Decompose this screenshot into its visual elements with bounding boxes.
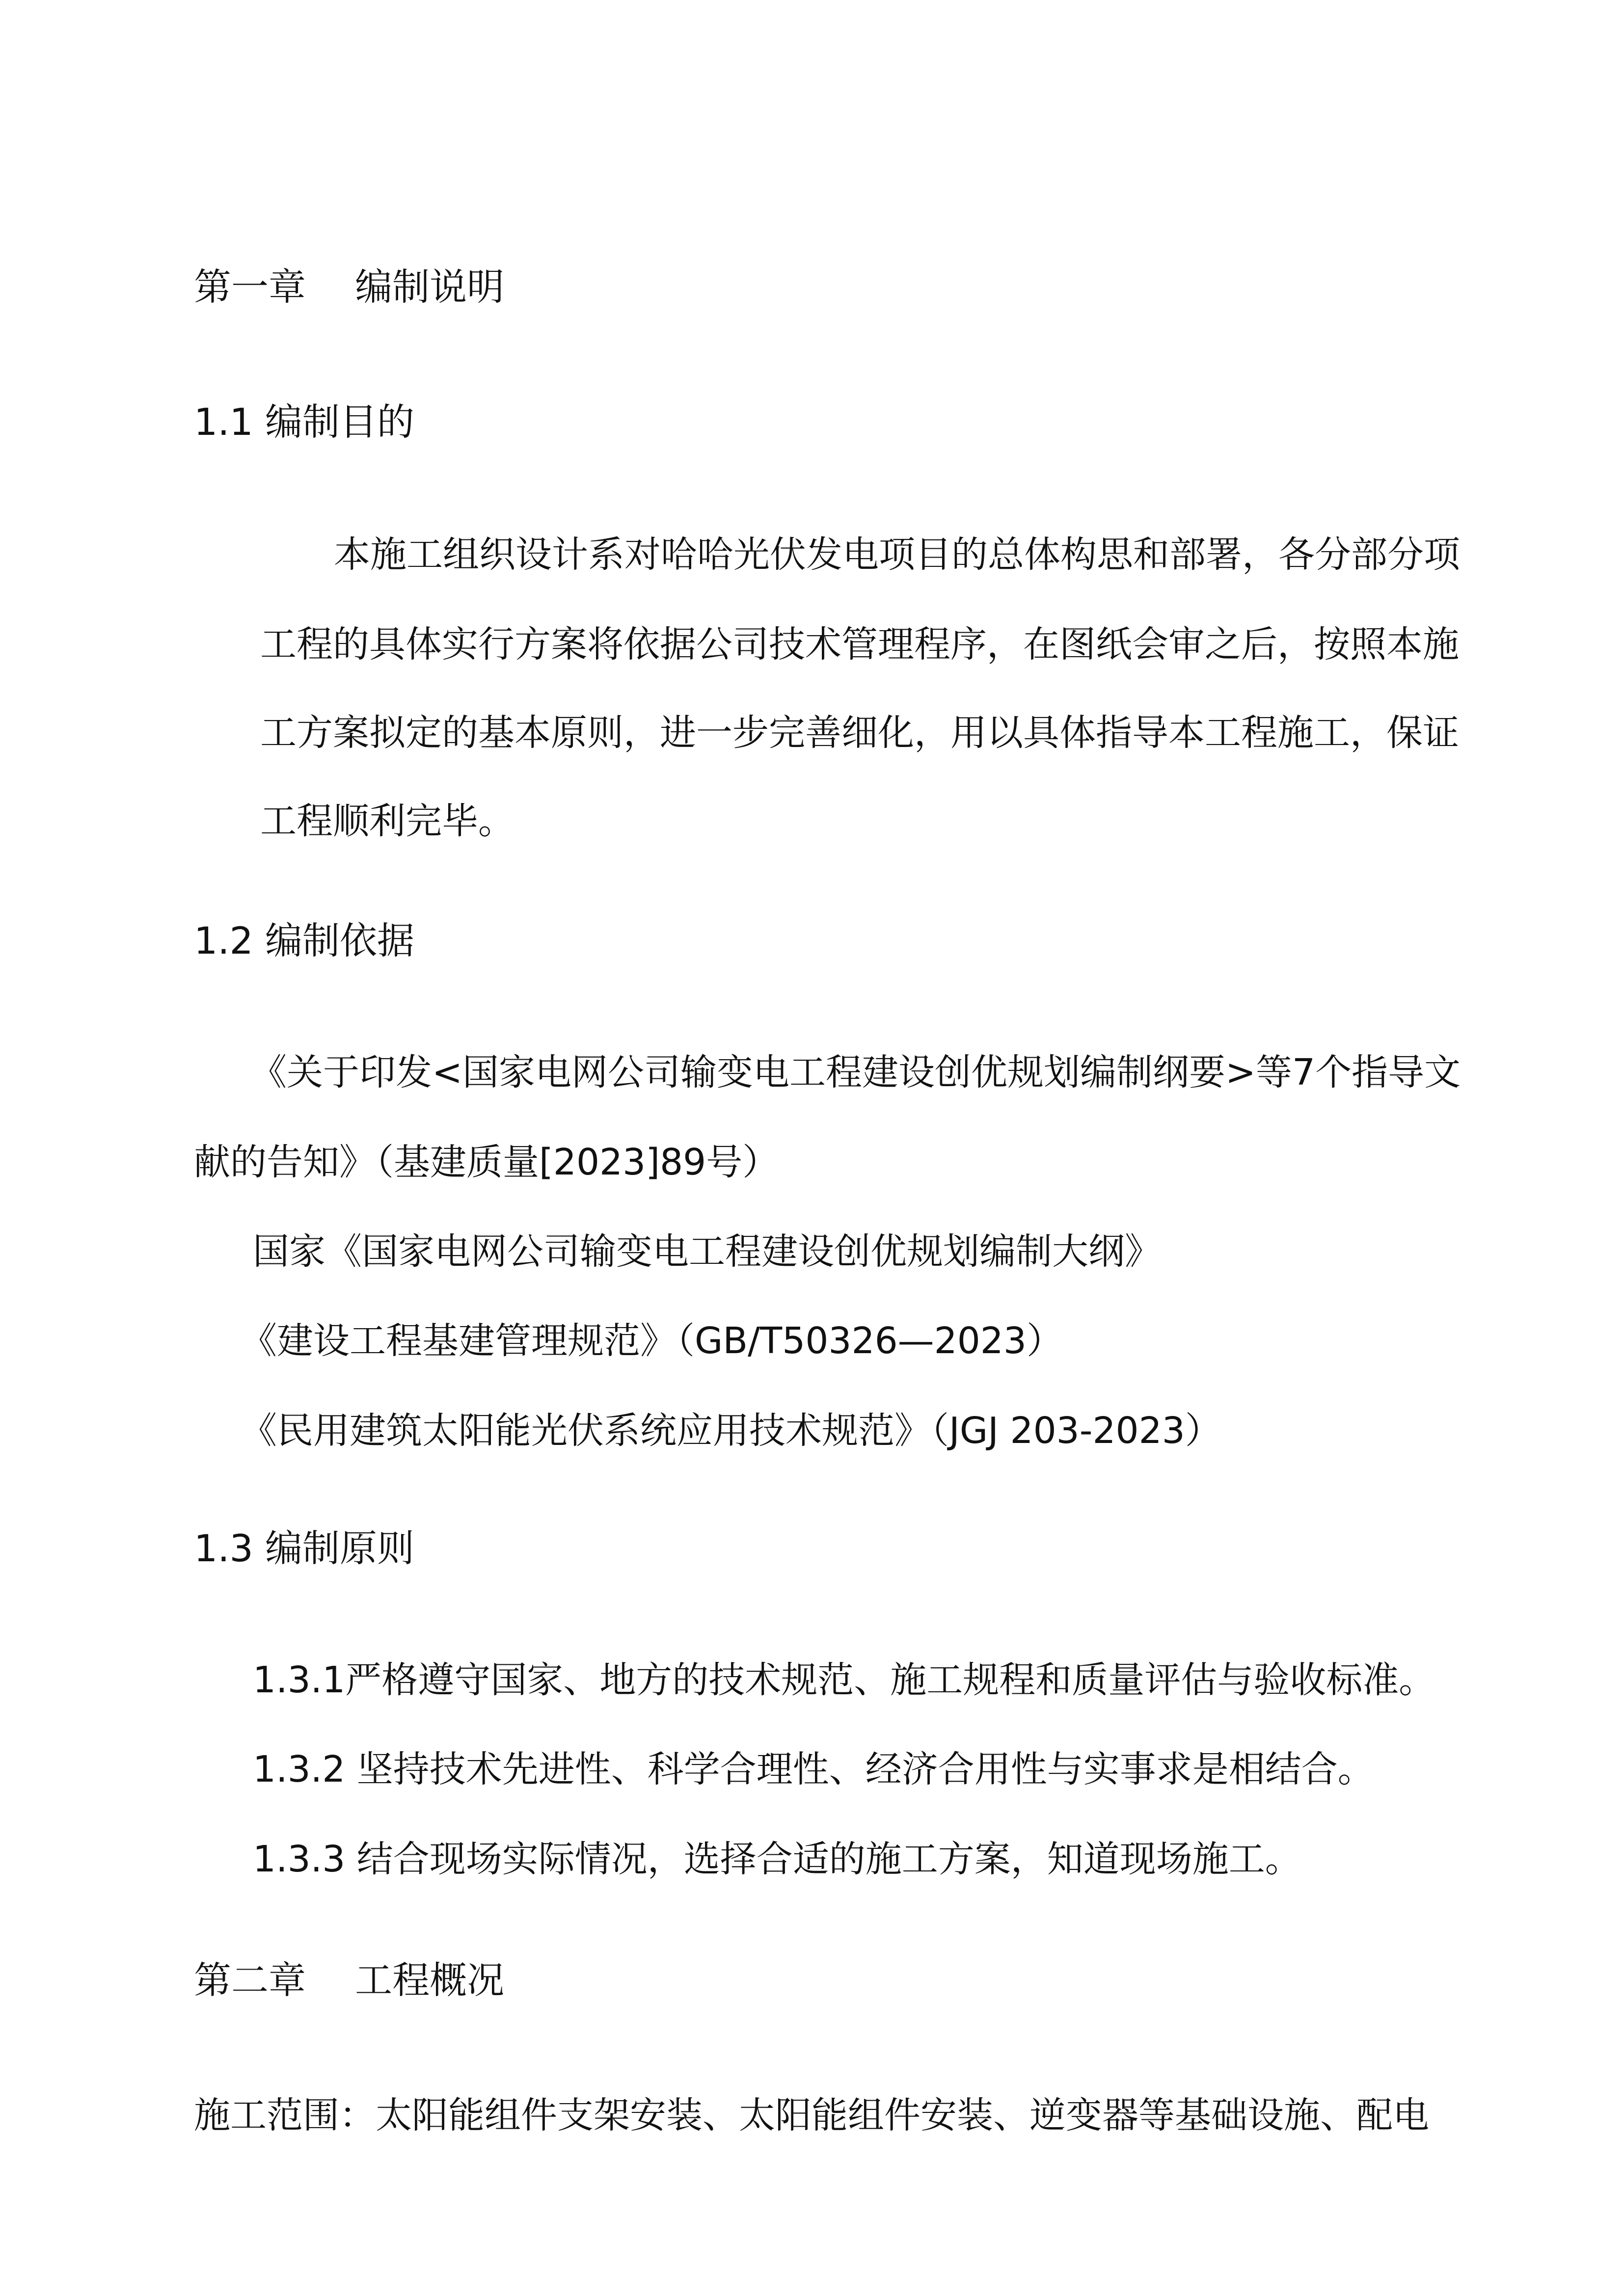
chapter-2-title: 第二章 工程概况 xyxy=(194,1958,505,2002)
section-1-2-item-3: 《建设工程基建管理规范》（GB/T50326—2023） xyxy=(241,1320,1063,1362)
section-1-3-item-3: 1.3.3 结合现场实际情况，选择合适的施工方案，知道现场施工。 xyxy=(253,1838,1301,1880)
section-1-2-item-2: 国家《国家电网公司输变电工程建设创优规划编制大纲》 xyxy=(253,1230,1161,1273)
section-1-2-item-1-line-2: 献的告知》（基建质量[2023]89号） xyxy=(194,1141,779,1183)
section-1-3-item-1: 1.3.1严格遵守国家、地方的技术规范、施工规程和质量评估与验收标准。 xyxy=(253,1659,1435,1701)
section-1-2-item-1-line-1: 《关于印发<国家电网公司输变电工程建设创优规划编制纲要>等7个指导文 xyxy=(250,1051,1461,1094)
section-1-1-paragraph-line-1: 本施工组织设计系对哈哈光伏发电项目的总体构思和部署，各分部分项 xyxy=(334,534,1460,576)
section-1-3-heading: 1.3 编制原则 xyxy=(194,1526,415,1570)
section-1-1-paragraph-line-4: 工程顺利完毕。 xyxy=(260,800,514,842)
section-1-1-heading: 1.1 编制目的 xyxy=(194,400,415,444)
chapter-2-scope-line: 施工范围：太阳能组件支架安装、太阳能组件安装、逆变器等基础设施、配电 xyxy=(194,2094,1429,2136)
chapter-1-title: 第一章 编制说明 xyxy=(194,265,505,309)
section-1-2-heading: 1.2 编制依据 xyxy=(194,919,415,962)
section-1-1-paragraph-line-3: 工方案拟定的基本原则，进一步完善细化，用以具体指导本工程施工，保证 xyxy=(260,712,1459,754)
section-1-3-item-2: 1.3.2 坚持技术先进性、科学合理性、经济合用性与实事求是相结合。 xyxy=(253,1748,1374,1790)
section-1-2-item-4: 《民用建筑太阳能光伏系统应用技术规范》（JGJ 203-2023） xyxy=(241,1410,1221,1452)
section-1-1-paragraph-line-2: 工程的具体实行方案将依据公司技术管理程序，在图纸会审之后，按照本施 xyxy=(260,623,1459,666)
